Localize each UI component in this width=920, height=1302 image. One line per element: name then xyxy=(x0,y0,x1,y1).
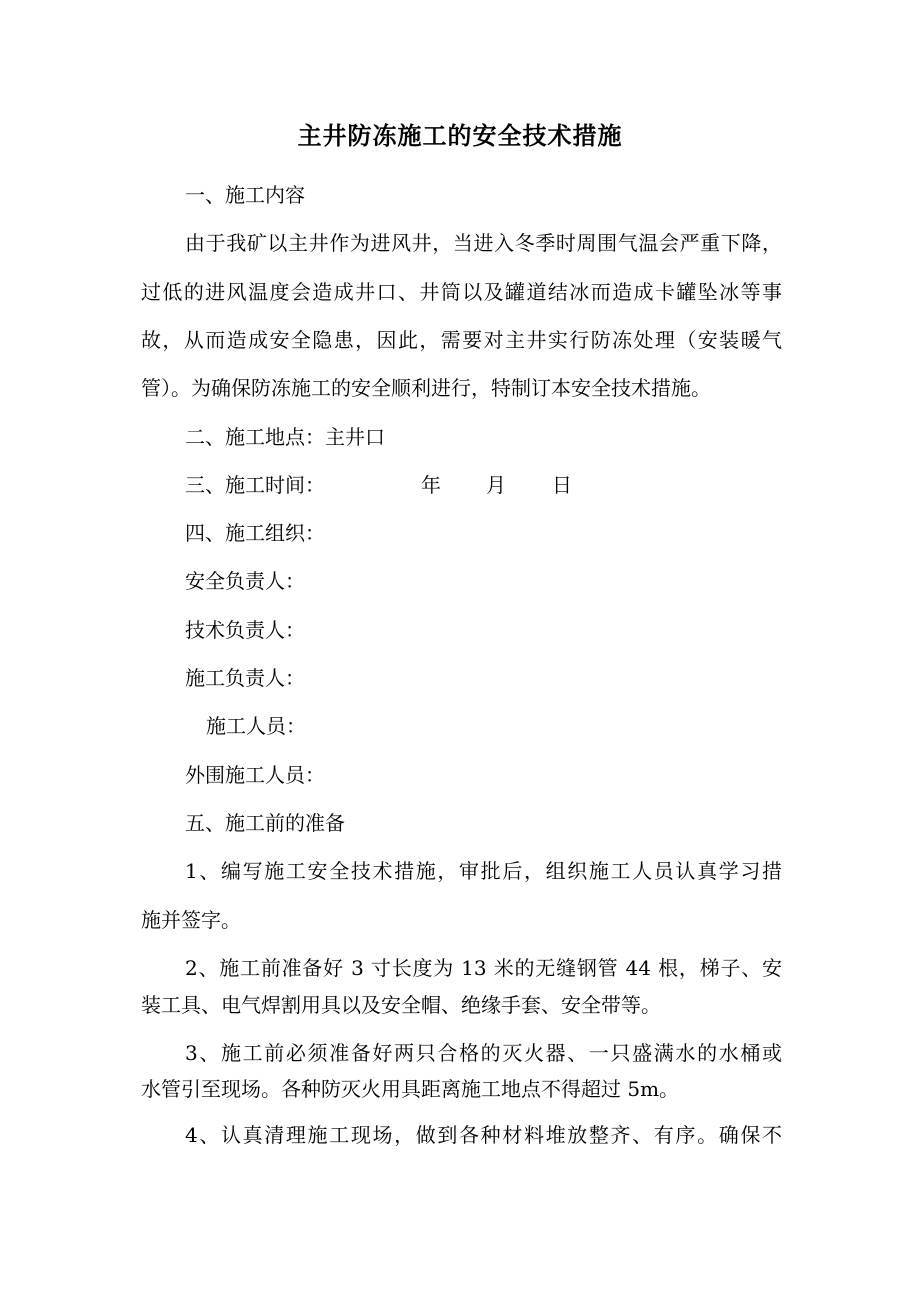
section1-para-line: 故，从而造成安全隐患，因此，需要对主井实行防冻处理（安装暖气 xyxy=(141,328,782,352)
date-month-label: 月 xyxy=(486,473,506,497)
item4-line: 4、认真清理施工现场，做到各种材料堆放整齐、有序。确保不 xyxy=(185,1123,782,1147)
item2-line: 2、施工前准备好 3 寸长度为 13 米的无缝钢管 44 根，梯子、安 xyxy=(185,956,782,980)
role-technical-lead: 技术负责人： xyxy=(185,618,305,642)
section3-label: 三、施工时间： xyxy=(185,473,325,497)
section4-heading: 四、施工组织： xyxy=(185,521,325,545)
role-external-workers: 外围施工人员： xyxy=(185,763,325,787)
section1-heading: 一、施工内容 xyxy=(185,183,305,207)
item2-line: 装工具、电气焊割用具以及安全帽、绝缘手套、安全带等。 xyxy=(141,993,661,1017)
section1-para-line: 由于我矿以主井作为进风井，当进入冬季时周围气温会严重下降， xyxy=(185,231,782,255)
item3-line: 3、施工前必须准备好两只合格的灭火器、一只盛满水的水桶或 xyxy=(185,1041,782,1065)
role-workers: 施工人员： xyxy=(206,714,306,738)
item1-line: 施并签字。 xyxy=(141,908,241,932)
section1-para-line: 管）。为确保防冻施工的安全顺利进行，特制订本安全技术措施。 xyxy=(141,376,711,400)
item1-line: 1、编写施工安全技术措施，审批后，组织施工人员认真学习措 xyxy=(185,859,782,883)
role-construction-lead: 施工负责人： xyxy=(185,666,305,690)
document-title: 主井防冻施工的安全技术措施 xyxy=(297,121,623,150)
date-day-label: 日 xyxy=(552,473,572,497)
section1-para-line: 过低的进风温度会造成井口、井筒以及罐道结冰而造成卡罐坠冰等事 xyxy=(141,280,782,304)
item3-line: 水管引至现场。各种防灭火用具距离施工地点不得超过 5m。 xyxy=(141,1077,680,1101)
section5-heading: 五、施工前的准备 xyxy=(185,811,345,835)
date-year-label: 年 xyxy=(421,473,441,497)
section2-row xyxy=(185,422,385,452)
section2-value: 主井口 xyxy=(325,425,385,449)
section2-label: 二、施工地点： xyxy=(185,425,325,449)
role-safety-lead: 安全负责人： xyxy=(185,569,305,593)
